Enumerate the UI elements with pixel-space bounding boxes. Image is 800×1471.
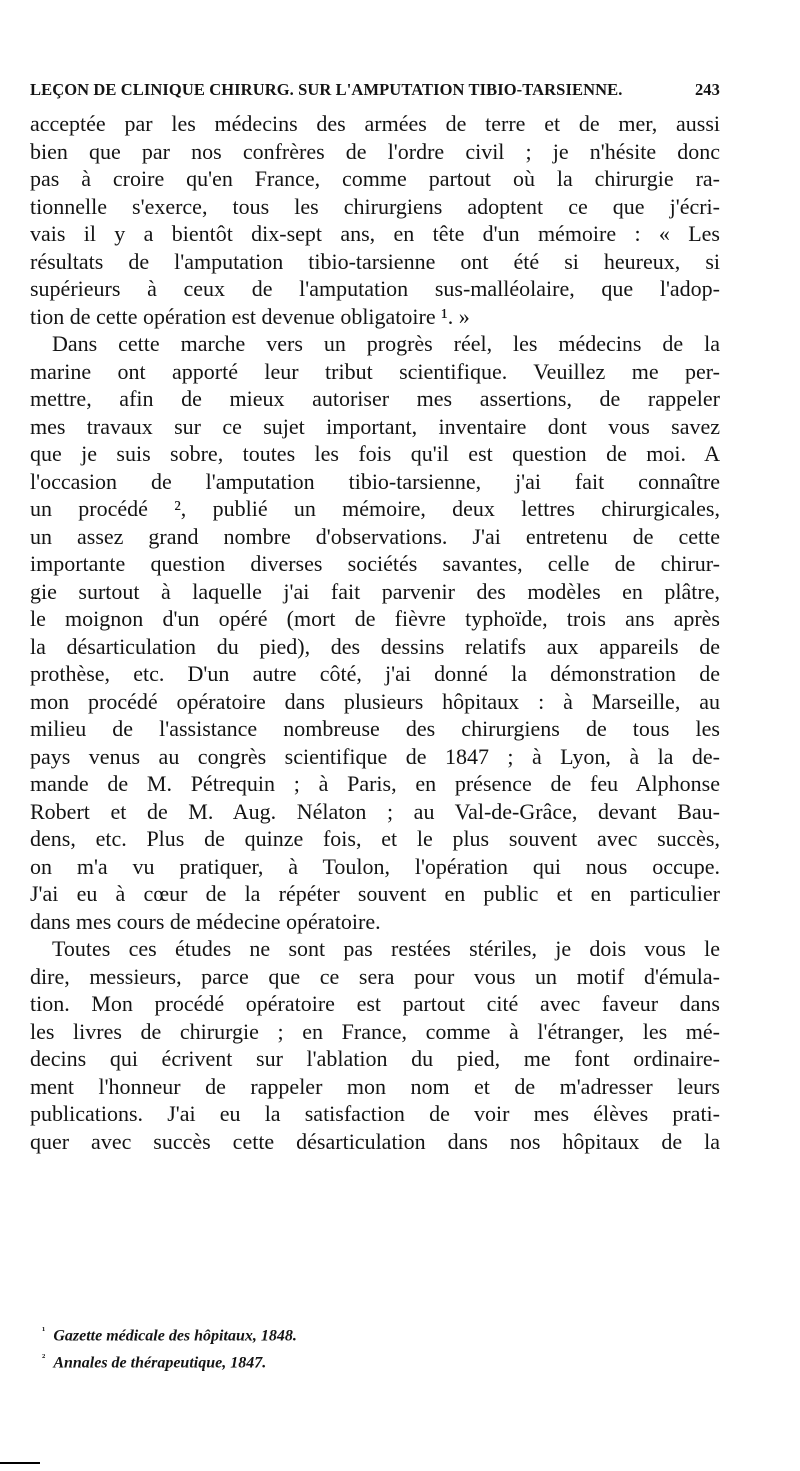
text-line: le moignon d'un opéré (mort de fièvre typhoïde, trois ans après — [30, 606, 720, 631]
text-line: dire, messieurs, parce que ce sera pour vous un motif d'émula- — [30, 963, 720, 989]
text-line: un procédé ², publié un mémoire, deux lettres chirurgicales, — [30, 496, 720, 521]
text-line: vais il y a bientôt dix-sept ans, en tête d'un mémoire : « Les — [30, 221, 720, 246]
text-line: ment l'honneur de rappeler mon nom et de m'adresser leurs — [30, 1073, 720, 1099]
footnote-text: Annales de thérapeutique, 1847. — [53, 1354, 267, 1372]
text-line: pays venus au congrès scientifique de 1847 ; à Lyon, à la de- — [30, 743, 720, 769]
text-line: gie surtout à laquelle j'ai fait parvenir des modèles en plâtre, — [30, 578, 720, 604]
text-line: tionnelle s'exerce, tous les chirurgiens adoptent ce que j'écri- — [30, 193, 720, 219]
footnote-mark: ² — [42, 1352, 46, 1365]
text-line: dens, etc. Plus de quinze fois, et le plus souvent avec succès, — [30, 826, 720, 851]
footnotes — [42, 1320, 297, 1375]
text-line: résultats de l'amputation tibio-tarsienne ont été si heureux, si — [30, 248, 720, 274]
text-line: bien que par nos confrères de l'ordre civil ; je n'hésite donc — [30, 138, 720, 164]
text-line: publications. J'ai eu la satisfaction de voir mes élèves prati- — [30, 1101, 720, 1126]
text-line: marine ont apporté leur tribut scientifique. Veuillez me per- — [30, 358, 720, 384]
body-text — [30, 110, 720, 1155]
text-line: decins qui écrivent sur l'ablation du pied, me font ordinaire- — [30, 1046, 720, 1071]
footnote — [42, 1347, 297, 1374]
text-line: supérieurs à ceux de l'amputation sus-malléolaire, que l'adop- — [30, 276, 720, 301]
text-line: les livres de chirurgie ; en France, comme à l'étranger, les mé- — [30, 1018, 720, 1044]
text-line: Dans cette marche vers un progrès réel, les médecins de la — [52, 331, 720, 356]
text-line: que je suis sobre, toutes les fois qu'il est question de moi. A — [30, 441, 720, 466]
text-line: Toutes ces études ne sont pas restées stériles, je dois vous le — [52, 936, 720, 961]
footnote-text: Gazette médicale des hôpitaux, 1848. — [53, 1327, 297, 1345]
footnote-mark: ¹ — [42, 1325, 46, 1337]
page-number: 243 — [694, 80, 720, 99]
text-line: la désarticulation du pied), des dessins relatifs aux appareils de — [30, 633, 720, 659]
text-line: on m'a vu pratiquer, à Toulon, l'opération qui nous occupe. — [30, 853, 720, 879]
text-line: importante question diverses sociétés savantes, celle de chirur- — [30, 551, 720, 576]
running-head — [30, 80, 720, 100]
text-line: Robert et de M. Aug. Nélaton ; au Val-de-Grâce, devant Bau- — [30, 798, 720, 824]
text-line: acceptée par les médecins des armées de terre et de mer, aussi — [30, 111, 720, 136]
text-line: dans mes cours de médecine opératoire. — [30, 908, 381, 934]
running-title: LEÇON DE CLINIQUE CHIRURG. SUR L'AMPUTATION TIBIO-TARSIENNE. — [30, 80, 623, 99]
text-line: mande de M. Pétrequin ; à Paris, en présence de feu Alphonse — [30, 771, 720, 796]
text-line: un assez grand nombre d'observations. J'ai entretenu de cette — [30, 523, 720, 549]
text-line: l'occasion de l'amputation tibio-tarsienne, j'ai fait connaître — [30, 468, 720, 494]
text-line: quer avec succès cette désarticulation dans nos hôpitaux de la — [30, 1128, 720, 1154]
text-line: J'ai eu à cœur de la répéter souvent en public et en particulier — [30, 881, 720, 906]
text-line: prothèse, etc. D'un autre côté, j'ai donné la démonstration de — [30, 661, 720, 686]
text-line: tion. Mon procédé opératoire est partout cité avec faveur dans — [30, 991, 720, 1016]
book-page — [20, 80, 720, 1155]
text-line: milieu de l'assistance nombreuse des chirurgiens de tous les — [30, 716, 720, 741]
text-line: mes travaux sur ce sujet important, inventaire dont vous savez — [30, 413, 720, 439]
text-line: mon procédé opératoire dans plusieurs hôpitaux : à Marseille, au — [30, 688, 720, 714]
text-line: tion de cette opération est devenue obligatoire ¹. » — [30, 303, 470, 329]
page-edge-rule — [0, 1462, 40, 1464]
footnote — [42, 1320, 297, 1347]
text-line: pas à croire qu'en France, comme partout où la chirurgie ra- — [30, 166, 720, 191]
text-line: mettre, afin de mieux autoriser mes assertions, de rappeler — [30, 386, 720, 411]
